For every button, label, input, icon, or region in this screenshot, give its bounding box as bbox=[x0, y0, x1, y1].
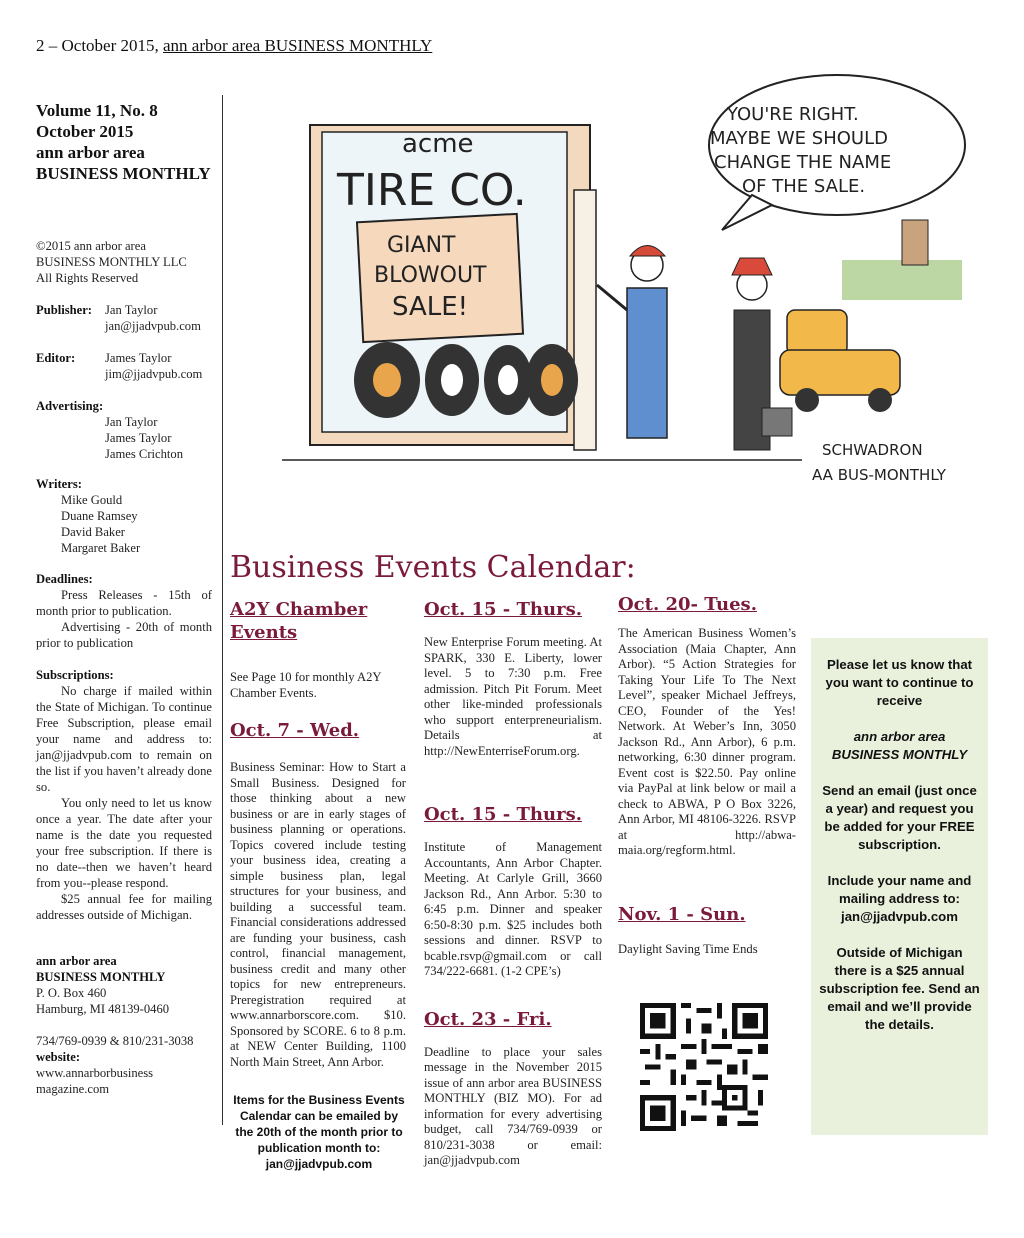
subscriptions-text: $25 annual fee for mailing addresses outside of Michigan. bbox=[36, 892, 212, 922]
publisher-block bbox=[36, 302, 212, 334]
copyright-line: ©2015 ann arbor area bbox=[36, 239, 146, 253]
promo-pub-name: BUSINESS MONTHLY bbox=[831, 747, 968, 762]
writer-name: Margaret Baker bbox=[61, 541, 141, 555]
promo-text: Outside of Michigan there is a $25 annual subscription fee. Send an email and we’ll provide the details. bbox=[819, 945, 980, 1032]
deadline-ads: Advertising - 20th of month prior to publication bbox=[36, 620, 212, 650]
sale-sign-line: SALE! bbox=[392, 292, 469, 322]
calendar-title: Business Events Calendar: bbox=[230, 550, 636, 585]
event-text: Daylight Saving Time Ends bbox=[618, 941, 758, 956]
sign-acme: acme bbox=[402, 129, 474, 159]
deadlines-label: Deadlines: bbox=[36, 572, 93, 586]
writers-label: Writers: bbox=[36, 477, 82, 491]
event-heading: Oct. 7 - Wed. bbox=[230, 720, 360, 741]
promo-text: Please let us know that you want to continue to receive bbox=[825, 657, 974, 708]
calendar-column-1 bbox=[230, 598, 408, 1172]
event-text: Business Seminar: How to Start a Small Business. Designed for those thinking about a new business or are in early stages of business planning or operations. Topics covered include testing your business idea, creating a simple business plan, legal structures for your business, and building a successful team. Financial considerations addressed are funding your business, cash control, financial management, business credit and many other topics for new entrepreneurs. Preregistration required at www.annarborscore.com. $10. Sponsored by SCORE. 6 to 8 p.m. at NEW Center Building, 1100 North Main Street, Ann Arbor. bbox=[230, 760, 406, 1069]
advertising-name: James Crichton bbox=[105, 447, 183, 461]
volume-line: Volume 11, No. 8 bbox=[36, 101, 158, 120]
advertising-label: Advertising: bbox=[36, 399, 104, 413]
calendar-column-3 bbox=[618, 593, 796, 957]
copyright-line: BUSINESS MONTHLY LLC bbox=[36, 255, 187, 269]
address-block bbox=[36, 953, 212, 1097]
writer-name: David Baker bbox=[61, 525, 125, 539]
header-date: 2 – October 2015, bbox=[36, 36, 164, 55]
writer-name: Duane Ramsey bbox=[61, 509, 138, 523]
event-text: Deadline to place your sales message in the November 2015 issue of ann arbor area BUSINESS MONTHLY (BIZ MO). For ad information for every advertising budget, call 734/769-0939 or 810/231-3038 or email: jan@jjadvpub.com bbox=[424, 1044, 602, 1167]
event-heading: Oct. 23 - Fri. bbox=[424, 1008, 552, 1030]
speech-line: MAYBE WE SHOULD bbox=[710, 128, 888, 149]
tire-icon bbox=[484, 345, 532, 415]
website-label: website: bbox=[36, 1050, 81, 1064]
advertising-block bbox=[36, 398, 212, 462]
event-text: The American Business Women’s Association (Maia Chapter, Ann Arbor). “5 Action Strategies for Taking Your Life To The Next Level”, speaker Michael Jeffreys, CEO, Founder of the Yes! Network. At Weber’s Inn, 3050 Jackson Rd., Ann Arbor), 6 p.m. networking, 6:30 dinner program. Event cost is $22.50. Pay online via PayPal at link below or mail a check to ABWA, P O Box 3226, Ann Arbor, MI 48106-3226. RSVP at http://abwa-maia.org/regform.html. bbox=[618, 626, 796, 857]
advertising-name: James Taylor bbox=[105, 431, 172, 445]
address-city: Hamburg, MI 48139-0460 bbox=[36, 1002, 170, 1016]
promo-text: Send an email (just once a year) and request you be added for your FREE subscription. bbox=[822, 783, 977, 852]
editor-name: James Taylor bbox=[105, 351, 172, 365]
event-text: See Page 10 for monthly A2Y Chamber Events. bbox=[230, 670, 381, 700]
publisher-name: Jan Taylor bbox=[105, 303, 158, 317]
copyright-line: All Rights Reserved bbox=[36, 271, 139, 285]
pub-name-line2: BUSINESS MONTHLY bbox=[36, 164, 211, 183]
qr-code-icon[interactable] bbox=[640, 1003, 768, 1131]
address-box: P. O. Box 460 bbox=[36, 986, 107, 1000]
cartoon-credit: AA BUS-MONTHLY bbox=[812, 466, 946, 484]
header-publication: ann arbor area BUSINESS MONTHLY bbox=[163, 36, 433, 55]
masthead bbox=[36, 100, 216, 184]
column-divider bbox=[222, 95, 223, 1125]
event-text: New Enterprise Forum meeting. At SPARK, 330 E. Liberty, lower level. 5 to 7:30 p.m. Free admission. Pitch Pit Forum. Meet other like-minded professionals who support enterpreneurialism. Details at http://NewEnterriseForum.org. bbox=[424, 635, 602, 758]
subscription-promo-box bbox=[811, 638, 988, 1135]
writers-block bbox=[36, 476, 212, 556]
editor-block bbox=[36, 350, 212, 382]
cartoon-illustration bbox=[282, 70, 982, 510]
website-link[interactable]: www.annarborbusiness magazine.com bbox=[36, 1066, 154, 1096]
tire-icon bbox=[526, 344, 578, 416]
page-header bbox=[36, 36, 432, 56]
sale-sign-line: GIANT bbox=[387, 233, 456, 258]
publisher-label: Publisher: bbox=[36, 303, 92, 317]
issue-date: October 2015 bbox=[36, 122, 134, 141]
speech-line: YOU'RE RIGHT. bbox=[727, 104, 859, 125]
speech-line: CHANGE THE NAME bbox=[714, 152, 892, 173]
promo-pub-name: ann arbor area bbox=[853, 729, 946, 744]
calendar-submission-note: Items for the Business Events Calendar can be emailed by the 20th of the month prior to publication month to: jan@jjadvpub.com bbox=[233, 1093, 405, 1171]
sign-tire-co: TIRE CO. bbox=[337, 165, 527, 216]
phone-numbers: 734/769-0939 & 810/231-3038 bbox=[36, 1034, 194, 1048]
event-heading: Nov. 1 - Sun. bbox=[618, 903, 746, 925]
editor-label: Editor: bbox=[36, 351, 76, 365]
calendar-column-2 bbox=[424, 598, 602, 1169]
event-text: Institute of Management Accountants, Ann Arbor Chapter. Meeting. At Carlyle Grill, 3660 Jackson Rd., Ann Arbor. 5:30 to 6:45 p.m. Dinner and speaker 6:50-8:30 p.m. $25 includes both sessions and dinner. RSVP to bcable.rsvp@gmail.com or call 734/222-6681. (1-2 CPE’s) bbox=[424, 840, 602, 978]
deadline-press: Press Releases - 15th of month prior to publication. bbox=[36, 588, 212, 618]
tire-icon bbox=[354, 342, 420, 418]
deadlines-block bbox=[36, 571, 212, 651]
advertising-name: Jan Taylor bbox=[105, 415, 158, 429]
subscriptions-block bbox=[36, 667, 212, 923]
writer-name: Mike Gould bbox=[61, 493, 123, 507]
publisher-email[interactable]: jan@jjadvpub.com bbox=[105, 319, 201, 333]
event-heading: A2Y Chamber Events bbox=[230, 599, 368, 643]
tire-icon bbox=[425, 344, 479, 416]
event-heading: Oct. 15 - Thurs. bbox=[424, 804, 582, 825]
sale-sign-line: BLOWOUT bbox=[374, 263, 487, 288]
subscriptions-label: Subscriptions: bbox=[36, 668, 114, 682]
event-heading: Oct. 15 - Thurs. bbox=[424, 599, 582, 620]
copyright-block bbox=[36, 238, 212, 286]
promo-email-text: Include your name and mailing address to: jan@jjadvpub.com bbox=[827, 873, 972, 924]
pub-name-line1: ann arbor area bbox=[36, 143, 145, 162]
subscriptions-text: No charge if mailed within the State of Michigan. To continue Free Subscription, please email your name and address to: jan@jjadvpub.com to remain on the list if you haven’t already done so. bbox=[36, 684, 212, 794]
editor-email[interactable]: jim@jjadvpub.com bbox=[105, 367, 203, 381]
speech-line: OF THE SALE. bbox=[742, 176, 866, 197]
car-illustration bbox=[780, 310, 900, 412]
address-name: BUSINESS MONTHLY bbox=[36, 970, 166, 984]
store-clerk-figure bbox=[597, 246, 667, 439]
cartoonist-signature: SCHWADRON bbox=[822, 441, 923, 459]
event-heading: Oct. 20- Tues. bbox=[618, 594, 757, 615]
address-name: ann arbor area bbox=[36, 954, 117, 968]
subscriptions-text: You only need to let us know once a year. The date after your name is the date you requested your free subscription. If there is no date--then we haven’t heard from you--please respond. bbox=[36, 796, 212, 890]
